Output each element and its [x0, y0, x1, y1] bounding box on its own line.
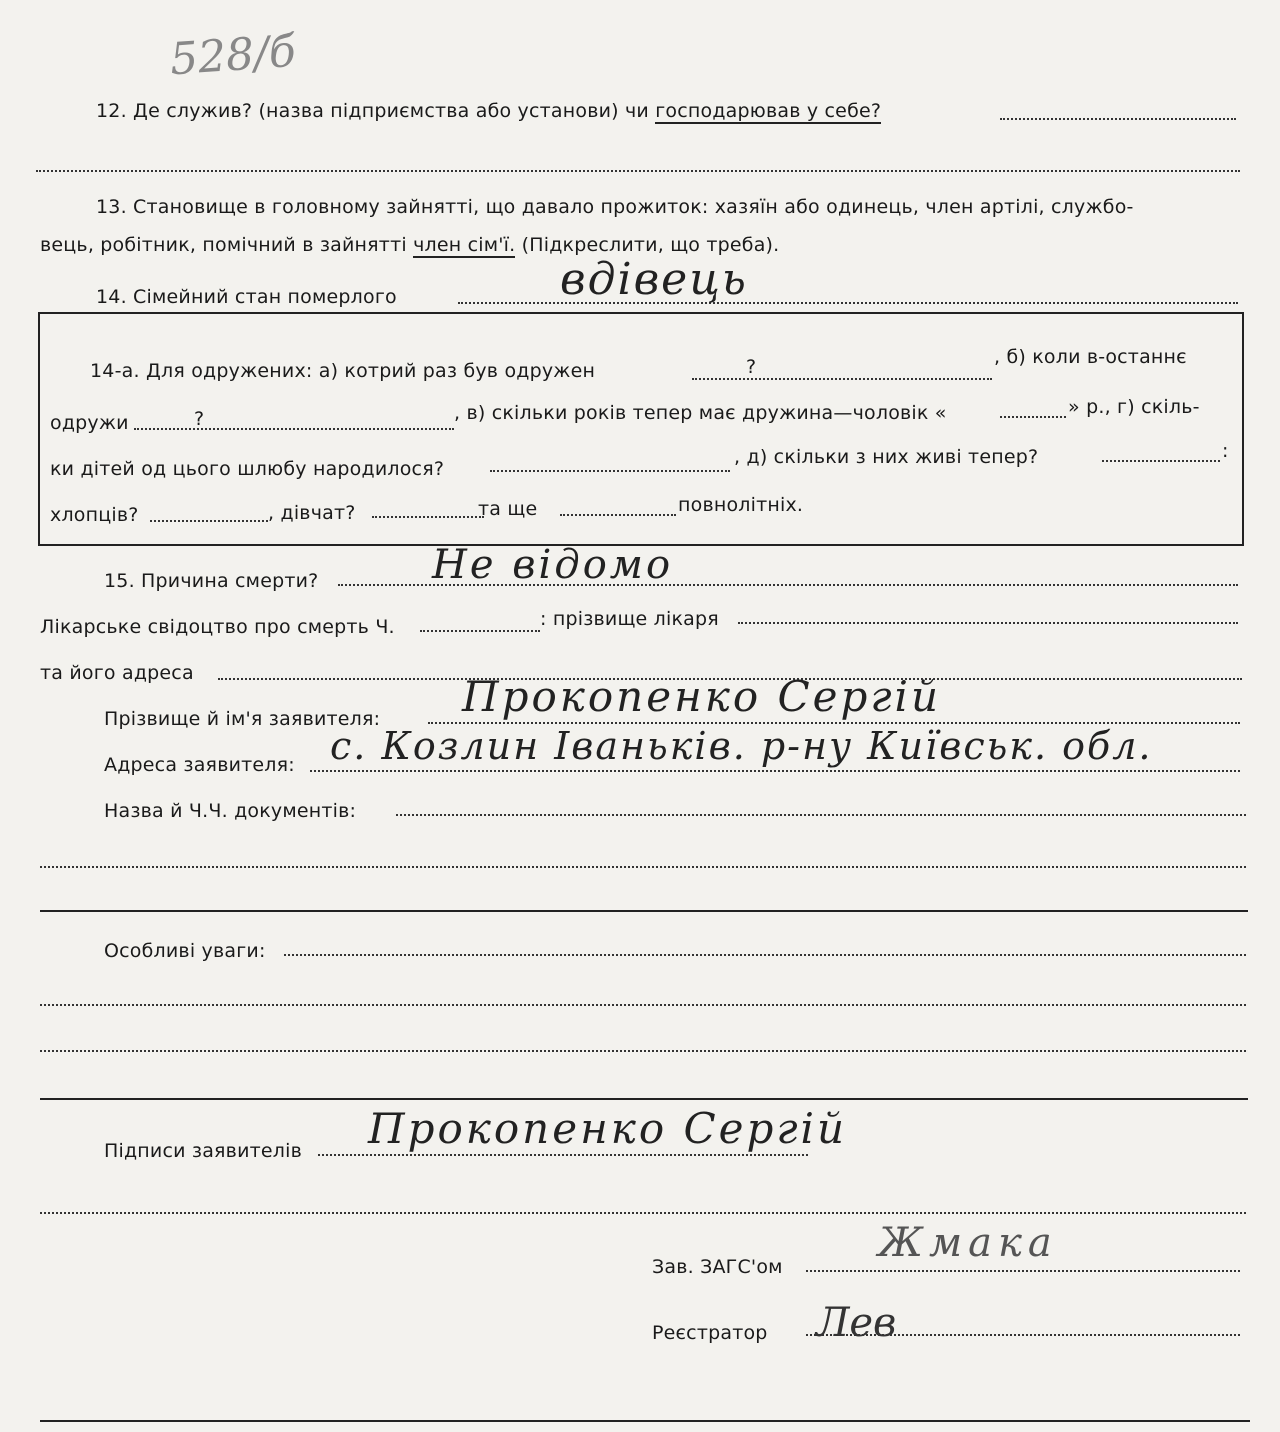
applicant-address-label: Адреса заявителя:	[104, 754, 295, 776]
q13-line-2: вець, робітник, помічний в зайнятті член сім'ї. (Підкреслити, що треба).	[40, 234, 780, 256]
q14-label: 14. Сімейний стан померлого	[96, 286, 397, 308]
applicant-name-value: Прокопенко Сергій	[462, 672, 942, 721]
signatures-label: Підписи заявителів	[104, 1140, 303, 1162]
q12-answer-line-2	[36, 170, 1240, 172]
q14a-line-2-start: одружи	[50, 412, 129, 434]
q13-underlined-option: член сім'ї.	[413, 234, 516, 256]
q14a-line-2-end: » р., г) скіль-	[1068, 396, 1200, 418]
remarks-line-1	[284, 954, 1246, 956]
med-cert-label: Лікарське свідоцтво про смерть Ч.	[40, 616, 395, 638]
documents-line-2	[40, 866, 1246, 868]
q14a-boys-line	[150, 520, 268, 522]
q14a-line-3-mid: , д) скільки з них живі тепер?	[734, 446, 1039, 468]
q14a-spouse-age-line	[1000, 416, 1066, 418]
q14a-times-married-line	[692, 378, 992, 380]
applicant-address-value: с. Козлин Іваньків. р-ну Київськ. обл.	[330, 724, 1153, 768]
applicant-signature: Прокопенко Сергій	[368, 1104, 848, 1153]
q14a-line-1-end: , б) коли в-останнє	[994, 346, 1187, 368]
q14a-line-1: 14-а. Для одружених: а) котрий раз був одружен	[90, 360, 596, 382]
q14a-last-married-line	[134, 428, 454, 430]
med-cert-number-line	[420, 630, 540, 632]
q12-underlined-option: господарював у себе?	[655, 100, 882, 122]
q14a-line-4-girls: , дівчат?	[268, 502, 356, 524]
bottom-rule	[40, 1420, 1250, 1422]
signatures-line-2	[40, 1212, 1246, 1214]
q14a-girls-line	[372, 516, 484, 518]
q12-answer-line	[1000, 118, 1236, 120]
q14a-line-2-mid: , в) скільки років тепер має дружина—чоловік «	[454, 402, 947, 424]
registrar-signature: Лев	[816, 1300, 897, 1346]
doctor-name-line	[738, 622, 1238, 624]
signatures-line	[318, 1154, 808, 1156]
q14a-children-alive-line	[1102, 460, 1220, 462]
registrar-label: Реєстратор	[652, 1322, 768, 1344]
q14a-adults-line	[560, 514, 676, 516]
q12-label: 12. Де служив? (назва підприємства або установи) чи господарював у себе?	[96, 100, 882, 122]
q13-line-1: 13. Становище в головному зайнятті, що давало прожиток: хазяїн або одинець, член артілі, службо-	[96, 196, 1134, 218]
q14a-q-mark-2: ?	[194, 408, 205, 430]
q14a-line-4-boys: хлопців?	[50, 504, 139, 526]
remarks-line-2	[40, 1004, 1246, 1006]
applicant-address-line	[310, 770, 1240, 772]
q14a-line-4-adults: повнолітніх.	[678, 494, 804, 516]
q14-handwritten-value: вдівець	[560, 254, 748, 305]
documents-label: Назва й Ч.Ч. документів:	[104, 800, 357, 822]
documents-line	[396, 814, 1246, 816]
q15-label: 15. Причина смерти?	[104, 570, 319, 592]
section-rule-2	[40, 1098, 1248, 1100]
zags-head-label: Зав. ЗАГС'ом	[652, 1256, 783, 1278]
zags-head-line	[806, 1270, 1240, 1272]
q14a-line-4-more: та ще	[478, 498, 538, 520]
archive-number: 528/б	[168, 25, 298, 86]
q14a-q-mark-1: ?	[746, 356, 757, 378]
section-rule-1	[40, 910, 1248, 912]
q14a-children-born-line	[490, 470, 730, 472]
remarks-label: Особливі уваги:	[104, 940, 266, 962]
applicant-name-label: Прізвище й ім'я заявителя:	[104, 708, 381, 730]
doctor-address-label: та його адреса	[40, 662, 194, 684]
doctor-name-label: : прізвище лікаря	[540, 608, 719, 630]
q15-handwritten-value: Не відомо	[432, 542, 674, 588]
q14a-line-3-start: ки дітей од цього шлюбу народилося?	[50, 458, 445, 480]
zags-head-signature: Жмака	[878, 1220, 1058, 1266]
q14a-line-3-end: :	[1222, 440, 1229, 462]
remarks-line-3	[40, 1050, 1246, 1052]
